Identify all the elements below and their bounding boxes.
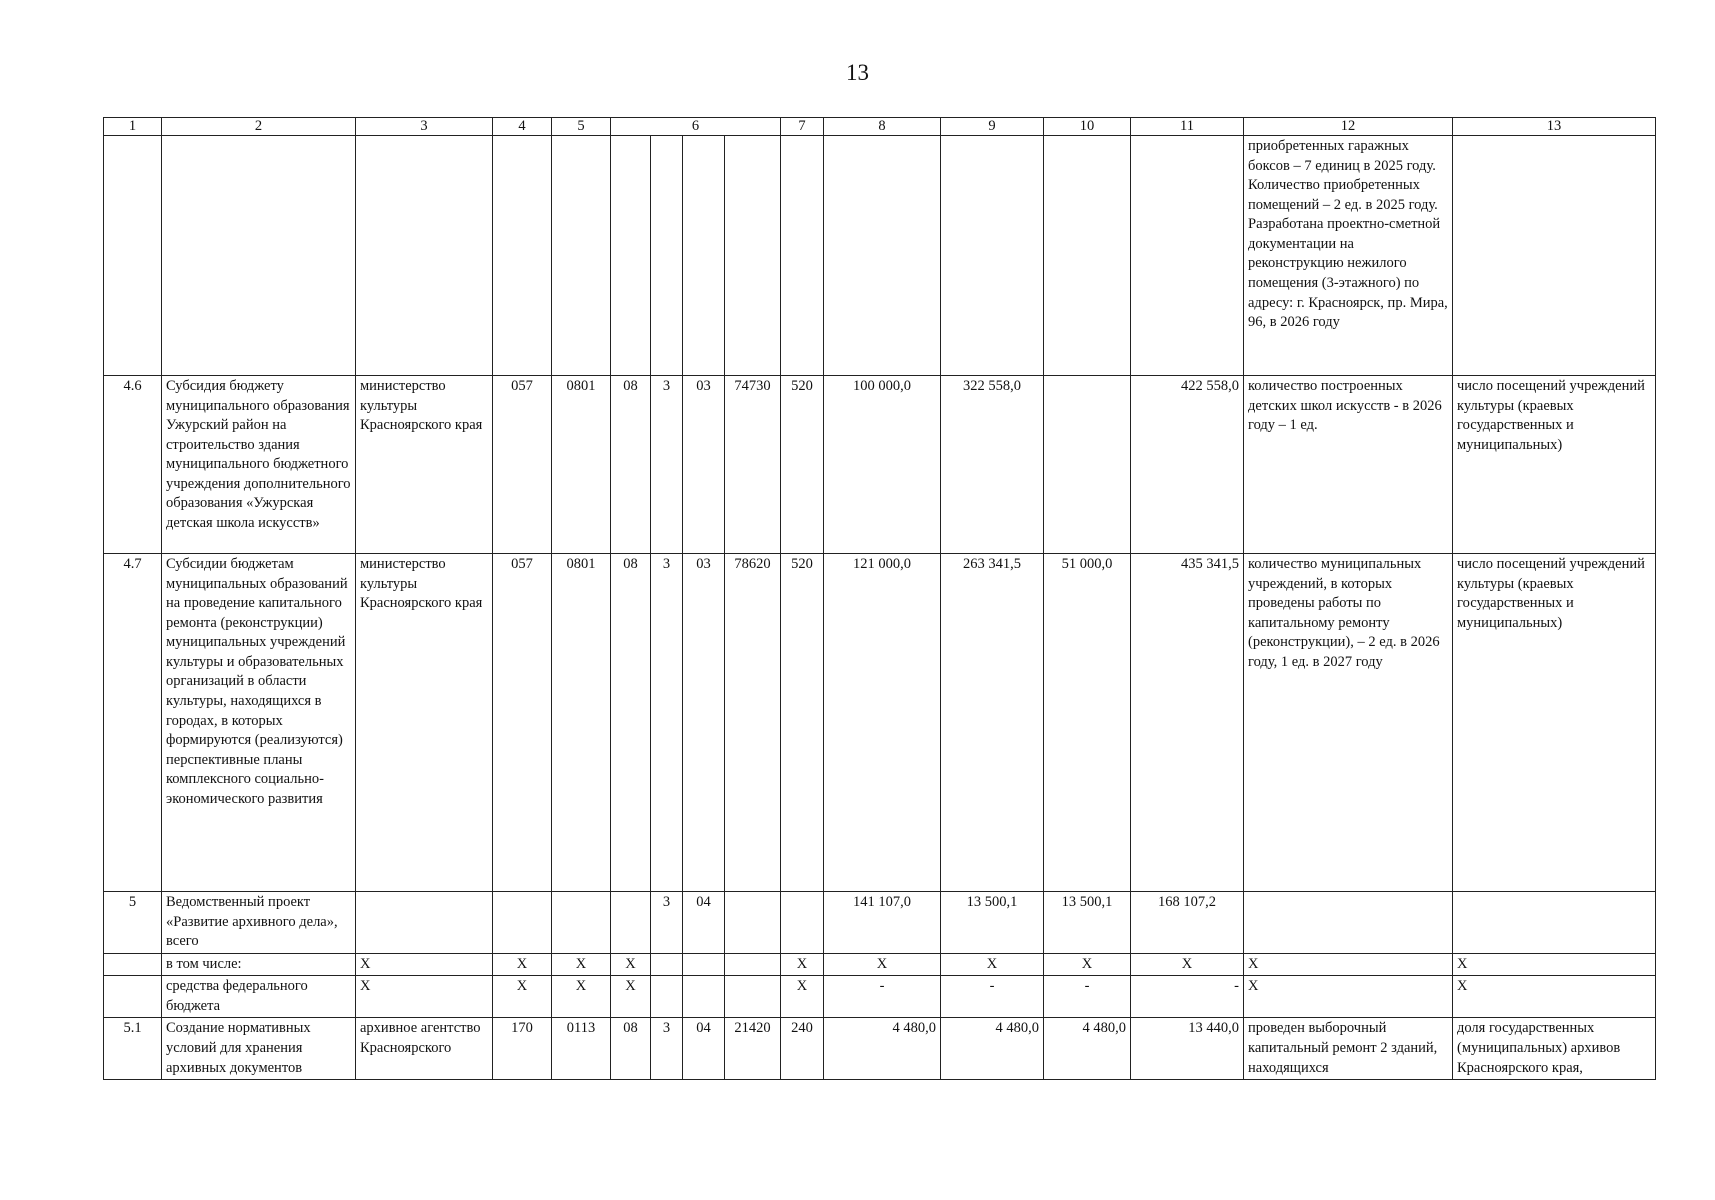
row-cs2: 3 bbox=[651, 1018, 683, 1080]
row-indicator: число посещений учреждений культуры (краевых государственных и муниципальных) bbox=[1453, 554, 1656, 892]
row-2025: 121 000,0 bbox=[824, 554, 941, 892]
column-number: 11 bbox=[1131, 118, 1244, 136]
row-cs1 bbox=[611, 892, 651, 954]
row-number: 4.6 bbox=[104, 376, 162, 554]
row-name: средства федерального бюджета bbox=[162, 976, 356, 1018]
row-2026: X bbox=[941, 953, 1044, 976]
row-cs3: 04 bbox=[683, 892, 725, 954]
row-2026: 322 558,0 bbox=[941, 376, 1044, 554]
budget-table bbox=[103, 117, 1656, 1080]
row-number: 4.7 bbox=[104, 554, 162, 892]
row-grbs: 057 bbox=[493, 554, 552, 892]
row-cs2 bbox=[651, 136, 683, 376]
row-cs4 bbox=[725, 976, 781, 1018]
row-number bbox=[104, 953, 162, 976]
row-cs4 bbox=[725, 136, 781, 376]
table-row bbox=[104, 136, 1656, 376]
column-number: 7 bbox=[781, 118, 824, 136]
row-result bbox=[1244, 892, 1453, 954]
row-cs3 bbox=[683, 976, 725, 1018]
row-cs3 bbox=[683, 136, 725, 376]
row-2026 bbox=[941, 136, 1044, 376]
row-cs2 bbox=[651, 953, 683, 976]
row-result: приобретенных гаражных боксов – 7 единиц в 2025 году. Количество приобретенных помещений – 2 ед. в 2025 году. Разработана проектно-сметной документации на реконструкцию нежилого помещения (3-этажного) по адресу: г. Красноярск, пр. Мира, 96, в 2026 году bbox=[1244, 136, 1453, 376]
row-rzpr: X bbox=[552, 953, 611, 976]
row-2025: 100 000,0 bbox=[824, 376, 941, 554]
column-number: 2 bbox=[162, 118, 356, 136]
row-2027: X bbox=[1044, 953, 1131, 976]
column-number: 6 bbox=[611, 118, 781, 136]
row-rzpr: 0113 bbox=[552, 1018, 611, 1080]
table-row bbox=[104, 892, 1656, 954]
row-grbs: X bbox=[493, 976, 552, 1018]
row-2025: 141 107,0 bbox=[824, 892, 941, 954]
row-rzpr: 0801 bbox=[552, 554, 611, 892]
row-result: количество муниципальных учреждений, в которых проведены работы по капитальному ремонту (реконструкции), – 2 ед. в 2026 году, 1 ед. в 2027 году bbox=[1244, 554, 1453, 892]
table-row bbox=[104, 1018, 1656, 1080]
row-cs1: X bbox=[611, 953, 651, 976]
row-total: 435 341,5 bbox=[1131, 554, 1244, 892]
row-cs2: 3 bbox=[651, 554, 683, 892]
column-number: 3 bbox=[356, 118, 493, 136]
row-name: Создание нормативных условий для хранения архивных документов bbox=[162, 1018, 356, 1080]
row-cs3: 03 bbox=[683, 376, 725, 554]
row-cs3: 04 bbox=[683, 1018, 725, 1080]
row-total bbox=[1131, 136, 1244, 376]
row-cs2 bbox=[651, 976, 683, 1018]
row-2025: X bbox=[824, 953, 941, 976]
row-indicator: X bbox=[1453, 953, 1656, 976]
row-2025: 4 480,0 bbox=[824, 1018, 941, 1080]
row-number bbox=[104, 976, 162, 1018]
row-name: Субсидия бюджету муниципального образования Ужурский район на строительство здания муниципального бюджетного учреждения дополнительного образования «Ужурская детская школа искусств» bbox=[162, 376, 356, 554]
row-2026: 4 480,0 bbox=[941, 1018, 1044, 1080]
row-cs4 bbox=[725, 953, 781, 976]
row-number bbox=[104, 136, 162, 376]
row-vr bbox=[781, 892, 824, 954]
row-indicator bbox=[1453, 136, 1656, 376]
row-rzpr: X bbox=[552, 976, 611, 1018]
row-grbs: 170 bbox=[493, 1018, 552, 1080]
row-rzpr bbox=[552, 136, 611, 376]
row-number: 5 bbox=[104, 892, 162, 954]
row-rzpr: 0801 bbox=[552, 376, 611, 554]
row-grbs bbox=[493, 136, 552, 376]
row-cs2: 3 bbox=[651, 376, 683, 554]
row-cs4: 74730 bbox=[725, 376, 781, 554]
column-number: 9 bbox=[941, 118, 1044, 136]
row-cs1: X bbox=[611, 976, 651, 1018]
row-indicator bbox=[1453, 892, 1656, 954]
table-row bbox=[104, 976, 1656, 1018]
row-cs3 bbox=[683, 953, 725, 976]
row-vr bbox=[781, 136, 824, 376]
row-2027: 51 000,0 bbox=[1044, 554, 1131, 892]
row-admin: X bbox=[356, 953, 493, 976]
column-number: 5 bbox=[552, 118, 611, 136]
row-rzpr bbox=[552, 892, 611, 954]
page-number: 13 bbox=[846, 60, 869, 85]
row-cs1: 08 bbox=[611, 376, 651, 554]
row-total: 168 107,2 bbox=[1131, 892, 1244, 954]
row-cs4 bbox=[725, 892, 781, 954]
row-name: Ведомственный проект «Развитие архивного дела», всего bbox=[162, 892, 356, 954]
row-result: X bbox=[1244, 953, 1453, 976]
row-grbs: X bbox=[493, 953, 552, 976]
row-number: 5.1 bbox=[104, 1018, 162, 1080]
row-indicator: X bbox=[1453, 976, 1656, 1018]
row-total: 422 558,0 bbox=[1131, 376, 1244, 554]
row-admin: министерство культуры Красноярского края bbox=[356, 376, 493, 554]
row-admin bbox=[356, 136, 493, 376]
row-name bbox=[162, 136, 356, 376]
row-cs2: 3 bbox=[651, 892, 683, 954]
row-grbs bbox=[493, 892, 552, 954]
row-vr: X bbox=[781, 976, 824, 1018]
row-2027: - bbox=[1044, 976, 1131, 1018]
row-2027 bbox=[1044, 376, 1131, 554]
row-admin: X bbox=[356, 976, 493, 1018]
row-total: - bbox=[1131, 976, 1244, 1018]
row-admin: архивное агентство Красноярского bbox=[356, 1018, 493, 1080]
row-2027: 4 480,0 bbox=[1044, 1018, 1131, 1080]
column-number: 8 bbox=[824, 118, 941, 136]
column-number: 4 bbox=[493, 118, 552, 136]
column-number: 10 bbox=[1044, 118, 1131, 136]
row-result: X bbox=[1244, 976, 1453, 1018]
row-indicator: доля государственных (муниципальных) архивов Красноярского края, bbox=[1453, 1018, 1656, 1080]
row-2025 bbox=[824, 136, 941, 376]
row-vr: 520 bbox=[781, 554, 824, 892]
row-result: проведен выборочный капитальный ремонт 2 зданий, находящихся bbox=[1244, 1018, 1453, 1080]
row-2026: - bbox=[941, 976, 1044, 1018]
table-row bbox=[104, 376, 1656, 554]
row-result: количество построенных детских школ искусств - в 2026 году – 1 ед. bbox=[1244, 376, 1453, 554]
row-2027 bbox=[1044, 136, 1131, 376]
column-number: 13 bbox=[1453, 118, 1656, 136]
row-cs1 bbox=[611, 136, 651, 376]
row-vr: 240 bbox=[781, 1018, 824, 1080]
row-grbs: 057 bbox=[493, 376, 552, 554]
table-row bbox=[104, 554, 1656, 892]
row-2026: 263 341,5 bbox=[941, 554, 1044, 892]
row-admin bbox=[356, 892, 493, 954]
row-name: Субсидии бюджетам муниципальных образований на проведение капитального ремонта (реконструкции) муниципальных учреждений культуры и образовательных организаций в области культуры, находящихся в городах, в которых формируются (реализуются) перспективные планы комплексного социально-экономического развития bbox=[162, 554, 356, 892]
row-admin: министерство культуры Красноярского края bbox=[356, 554, 493, 892]
row-cs4: 21420 bbox=[725, 1018, 781, 1080]
row-cs1: 08 bbox=[611, 554, 651, 892]
row-cs4: 78620 bbox=[725, 554, 781, 892]
row-cs3: 03 bbox=[683, 554, 725, 892]
row-name: в том числе: bbox=[162, 953, 356, 976]
column-number: 12 bbox=[1244, 118, 1453, 136]
column-number-row bbox=[104, 118, 1656, 136]
row-2026: 13 500,1 bbox=[941, 892, 1044, 954]
row-2027: 13 500,1 bbox=[1044, 892, 1131, 954]
row-vr: 520 bbox=[781, 376, 824, 554]
column-number: 1 bbox=[104, 118, 162, 136]
row-indicator: число посещений учреждений культуры (краевых государственных и муниципальных) bbox=[1453, 376, 1656, 554]
row-cs1: 08 bbox=[611, 1018, 651, 1080]
row-vr: X bbox=[781, 953, 824, 976]
row-total: X bbox=[1131, 953, 1244, 976]
row-2025: - bbox=[824, 976, 941, 1018]
table-row bbox=[104, 953, 1656, 976]
row-total: 13 440,0 bbox=[1131, 1018, 1244, 1080]
